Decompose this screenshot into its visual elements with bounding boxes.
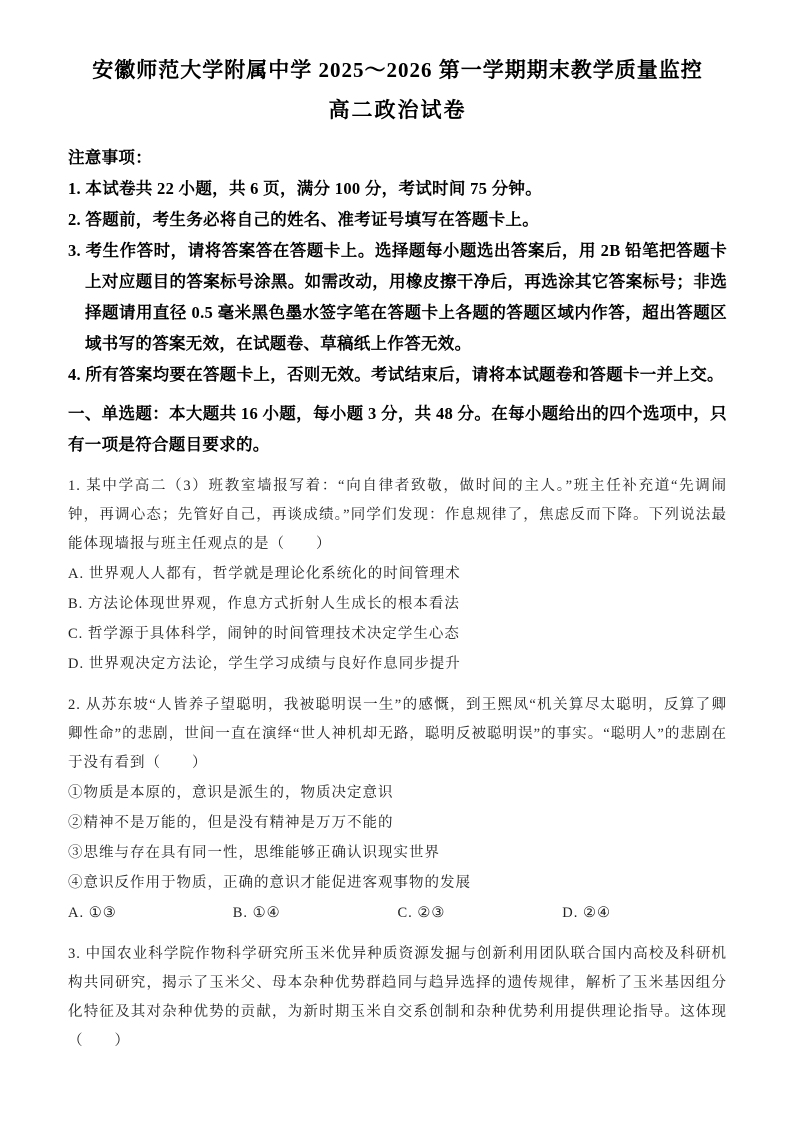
question-2-statement-1: ①物质是本原的，意识是派生的，物质决定意识 (68, 785, 394, 801)
question-2-stem: 2. 从苏东坡“人皆养子望聪明，我被聪明误一生”的感慨，到王熙凤“机关算尽太聪明，反算了卿卿性命”的悲剧，世间一直在演绎“世人神机却无路，聪明反被聪明误”的事实。“聪明人”的悲剧在于没有看到（ ） (68, 697, 727, 771)
exam-subtitle: 高二政治试卷 (328, 98, 467, 122)
question-1-option-c: C. 哲学源于具体科学，闹钟的时间管理技术决定学生心态 (68, 626, 460, 642)
exam-title: 安徽师范大学附属中学 2025～2026 第一学期期末教学质量监控 (92, 58, 703, 82)
question-2-choice-b: B. ①④ (232, 905, 281, 921)
question-3-stem: 3. 中国农业科学院作物科学研究所玉米优异种质资源发掘与创新利用团队联合国内高校及科研机构共同研究，揭示了玉米父、母本杂种优势群趋同与趋异选择的遗传规律，解析了玉米基因组分化特征及其对杂种优势的贡献，为新时期玉米自交系创制和杂种优势利用提供理论指导。这体现（ ） (68, 946, 727, 1049)
question-2-choice-a: A. ①③ (68, 905, 117, 921)
question-2-statement-2: ②精神不是万能的，但是没有精神是万万不能的 (68, 815, 394, 831)
question-1-option-a: A. 世界观人人都有，哲学就是理论化系统化的时间管理术 (68, 566, 461, 582)
question-2-choices-row (68, 898, 727, 928)
notice-section (68, 142, 727, 390)
notice-heading: 注意事项： (68, 148, 152, 167)
question-2-choice-c: C. ②③ (397, 905, 446, 921)
notice-item-2: 2. 答题前，考生务必将自己的姓名、准考证号填写在答题卡上。 (68, 210, 539, 229)
question-2-choice-d: D. ②④ (562, 905, 611, 921)
question-1-option-d: D. 世界观决定方法论，学生学习成绩与良好作息同步提升 (68, 656, 461, 672)
question-2-statement-3: ③思维与存在具有同一性，思维能够正确认识现实世界 (68, 845, 440, 861)
notice-item-1: 1. 本试卷共 22 小题，共 6 页，满分 100 分，考试时间 75 分钟。 (68, 179, 542, 198)
section-heading: 一、单选题：本大题共 16 小题，每小题 3 分，共 48 分。在每小题给出的四个选项中，只有一项是符合题目要求的。 (68, 404, 727, 454)
notice-item-4: 4. 所有答案均要在答题卡上，否则无效。考试结束后，请将本试题卷和答题卡一并上交。 (68, 365, 724, 384)
question-2-statement-4: ④意识反作用于物质，正确的意识才能促进客观事物的发展 (68, 875, 471, 891)
question-2 (68, 691, 727, 928)
question-3 (68, 940, 727, 1056)
question-1 (68, 472, 727, 679)
question-1-stem: 1. 某中学高二（3）班教室墙报写着：“向自律者致敬，做时间的主人。”班主任补充道“先调闹钟，再调心态；先管好自己，再谈成绩。”同学们发现：作息规律了，焦虑反而下降。下列说法最能体现墙报与班主任观点的是（ ） (68, 478, 727, 552)
notice-item-3: 3. 考生作答时，请将答案答在答题卡上。选择题每小题选出答案后，用 2B 铅笔把答题卡上对应题目的答案标号涂黑。如需改动，用橡皮擦干净后，再选涂其它答案标号；非选择题请用直径 0.5 毫米黑色墨水签字笔在答题卡上各题的答题区域内作答，超出答题区域书写的答案无效，在试题卷、草稿纸上作答无效。 (68, 241, 727, 353)
question-1-option-b: B. 方法论体现世界观，作息方式折射人生成长的根本看法 (68, 596, 460, 612)
